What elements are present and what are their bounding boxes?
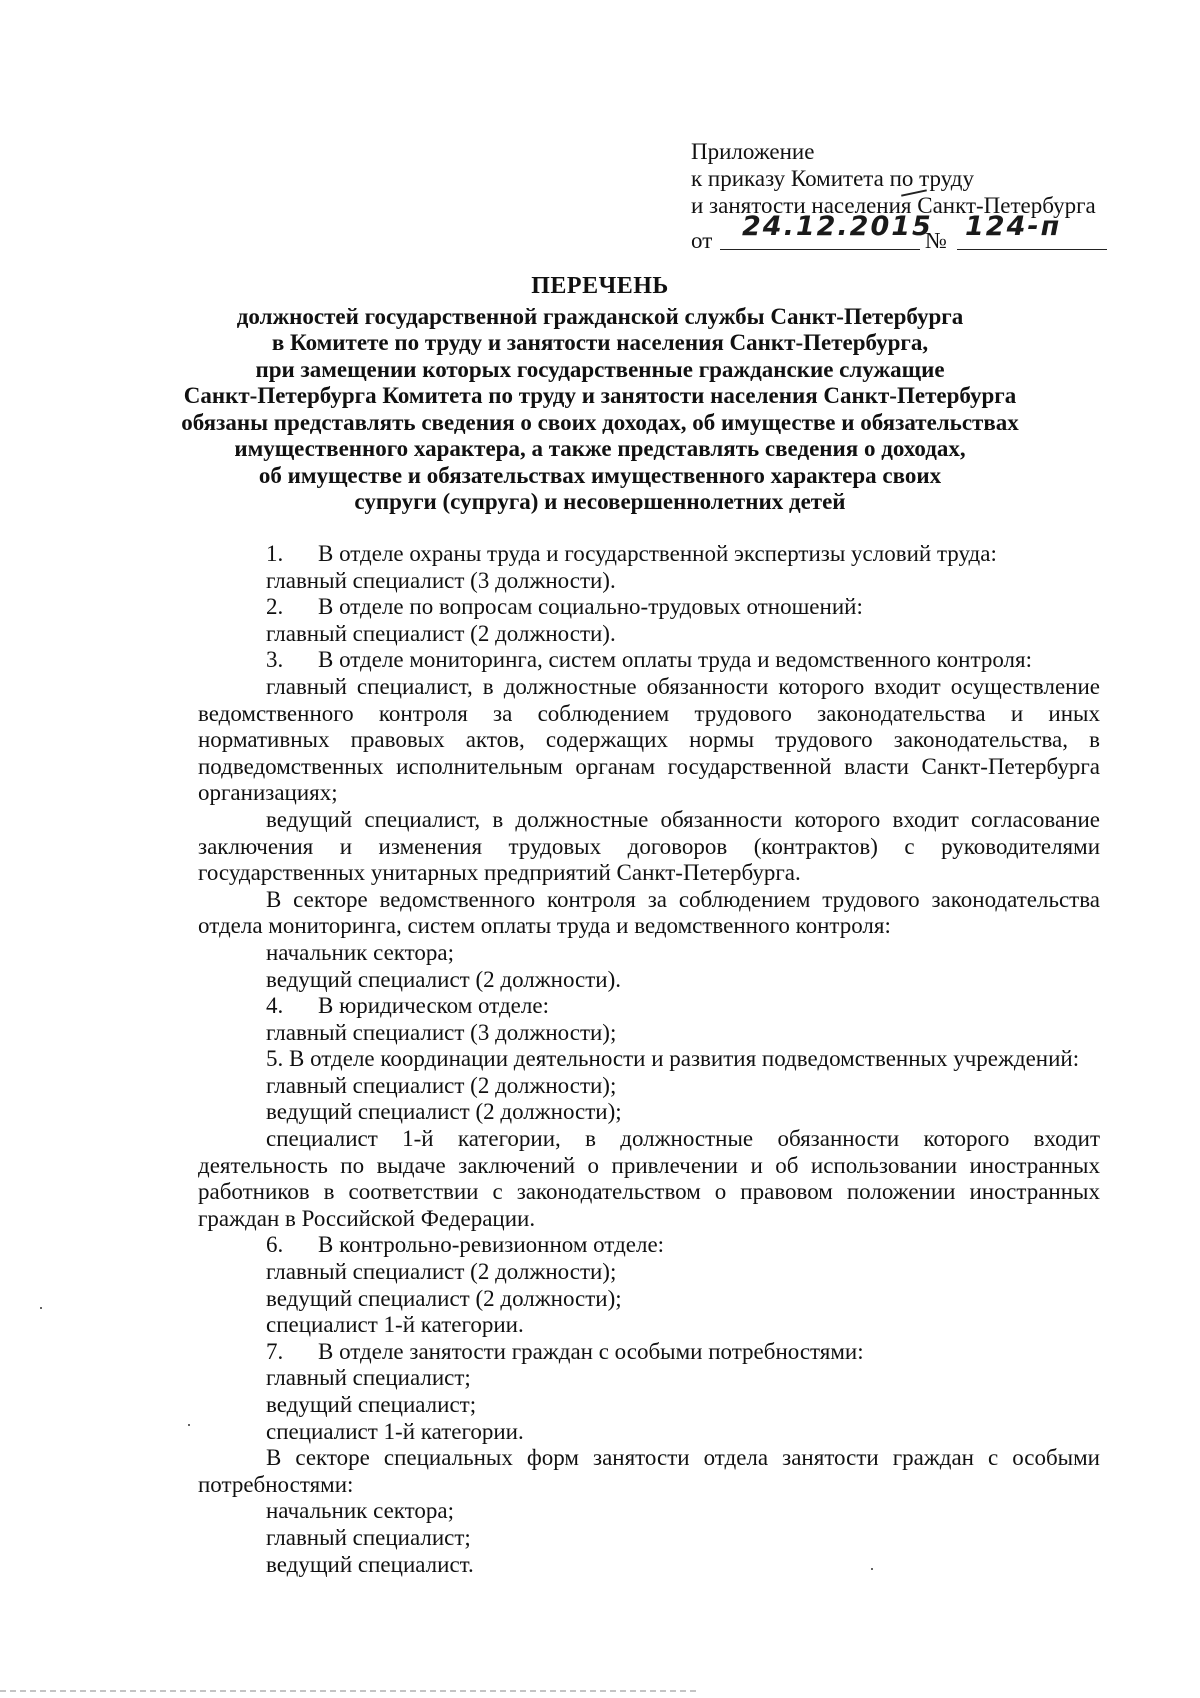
from-label: от xyxy=(691,228,713,253)
scan-speck xyxy=(871,1568,873,1570)
title-line: должностей государственной гражданской службы Санкт-Петербурга xyxy=(236,303,964,329)
list-item: ведущий специалист. xyxy=(266,1551,474,1577)
title-heading: ПЕРЕЧЕНЬ xyxy=(531,273,669,299)
number-label: № xyxy=(925,228,947,253)
title-line: имущественного характера, а также представлять сведения о доходах, xyxy=(234,436,966,461)
section-number: 2. xyxy=(266,594,284,620)
section-3-paragraph-2: ведущий специалист, в должностные обязанности которого входит согласование заключения и изменения трудовых договоров (контрактов) с руководителями государственных унитарных предприятий Санкт-Петербурга. xyxy=(198,806,1100,886)
list-item: специалист 1-й категории. xyxy=(266,1418,524,1444)
section-heading-text: В контрольно-ревизионном отделе: xyxy=(318,1232,665,1258)
list-item: начальник сектора; xyxy=(266,939,454,965)
section-number: 1. xyxy=(266,541,284,566)
list-item: главный специалист (2 должности); xyxy=(266,1259,617,1285)
section-number: 3. xyxy=(266,647,284,673)
section-6-heading xyxy=(198,1232,1100,1259)
order-date-handwritten: 24.12.2015 xyxy=(742,211,933,242)
section-heading-text: В отделе охраны труда и государственной экспертизы условий труда: xyxy=(318,541,997,566)
list-item: специалист 1-й категории. xyxy=(266,1312,524,1338)
section-3-paragraph-1: главный специалист, в должностные обязанности которого входит осуществление ведомственного контроля за соблюдением трудового законодательства и иных нормативных правовых актов, содержащих нормы трудового законодательства, в подведомственных исполнительным органам государственной власти Санкт-Петербурга организациях; xyxy=(198,673,1100,806)
section-heading-text: В отделе занятости граждан с особыми потребностями: xyxy=(318,1338,864,1364)
section-3-heading xyxy=(198,647,1100,674)
list-item: главный специалист (2 должности); xyxy=(266,1072,617,1098)
order-number-handwritten: 124-п xyxy=(965,211,1062,242)
section-number: 6. xyxy=(266,1232,284,1258)
list-item: ведущий специалист; xyxy=(266,1392,477,1417)
title-line: супруги (супруга) и несовершеннолетних детей xyxy=(354,489,846,514)
order-date-field xyxy=(720,211,933,250)
section-5-heading: 5. В отделе координации деятельности и развития подведомственных учреждений: xyxy=(266,1046,1080,1072)
section-2-heading xyxy=(198,594,1100,621)
section-heading-text: В отделе по вопросам социально-трудовых отношений: xyxy=(318,594,863,620)
appendix-header xyxy=(691,138,1121,253)
section-3-sector: В секторе ведомственного контроля за соблюдением трудового законодательства отдела мониторинга, систем оплаты труда и ведомственного контроля: xyxy=(198,886,1100,939)
title-line: в Комитете по труду и занятости населения Санкт-Петербурга, xyxy=(271,330,929,355)
appendix-line-3: и занятости населения Санкт-Петербурга xyxy=(691,193,1096,218)
section-5-paragraph: специалист 1-й категории, в должностные обязанности которого входит деятельность по выдаче заключений о привлечении и об использовании иностранных работников в соответствии с законодательством о правовом положении иностранных граждан в Российской Федерации. xyxy=(198,1126,1100,1231)
document-title xyxy=(170,273,1030,516)
order-date-number-line xyxy=(691,211,1121,253)
title-line: Санкт-Петербурга Комитета по труду и занятости населения Санкт-Петербурга xyxy=(183,383,1017,408)
scan-speck xyxy=(40,1307,42,1309)
list-item: главный специалист (2 должности). xyxy=(266,620,616,646)
list-item: ведущий специалист (2 должности); xyxy=(266,1285,622,1311)
list-item: главный специалист (3 должности). xyxy=(266,567,616,593)
section-number: 7. xyxy=(266,1338,284,1364)
section-heading-text: В отделе мониторинга, систем оплаты труда и ведомственного контроля: xyxy=(318,647,1032,673)
list-item: главный специалист (3 должности); xyxy=(266,1019,617,1045)
order-number-field xyxy=(957,211,1107,250)
scan-speck xyxy=(188,1424,190,1426)
list-item: главный специалист; xyxy=(266,1365,471,1391)
list-item: главный специалист; xyxy=(266,1524,471,1550)
appendix-line-2: к приказу Комитета по труду xyxy=(691,166,974,191)
list-item: ведущий специалист (2 должности); xyxy=(266,1099,622,1125)
title-line: обязаны представлять сведения о своих доходах, об имуществе и обязательствах xyxy=(181,409,1019,435)
list-item: начальник сектора; xyxy=(266,1498,454,1524)
list-item: ведущий специалист (2 должности). xyxy=(266,966,621,992)
appendix-line-1: Приложение xyxy=(691,139,815,164)
title-line: об имуществе и обязательствах имущественного характера своих xyxy=(258,462,942,488)
document-body xyxy=(198,541,1100,1578)
section-heading-text: В юридическом отделе: xyxy=(318,993,549,1019)
title-line: при замещении которых государственные гражданские служащие xyxy=(255,356,945,382)
section-7-heading xyxy=(198,1339,1100,1366)
scan-edge-artifact xyxy=(0,1690,700,1692)
section-7-sector: В секторе специальных форм занятости отдела занятости граждан с особыми потребностями: xyxy=(198,1445,1100,1497)
section-1-heading xyxy=(198,541,1100,568)
section-4-heading xyxy=(198,993,1100,1020)
section-number: 4. xyxy=(266,993,284,1019)
